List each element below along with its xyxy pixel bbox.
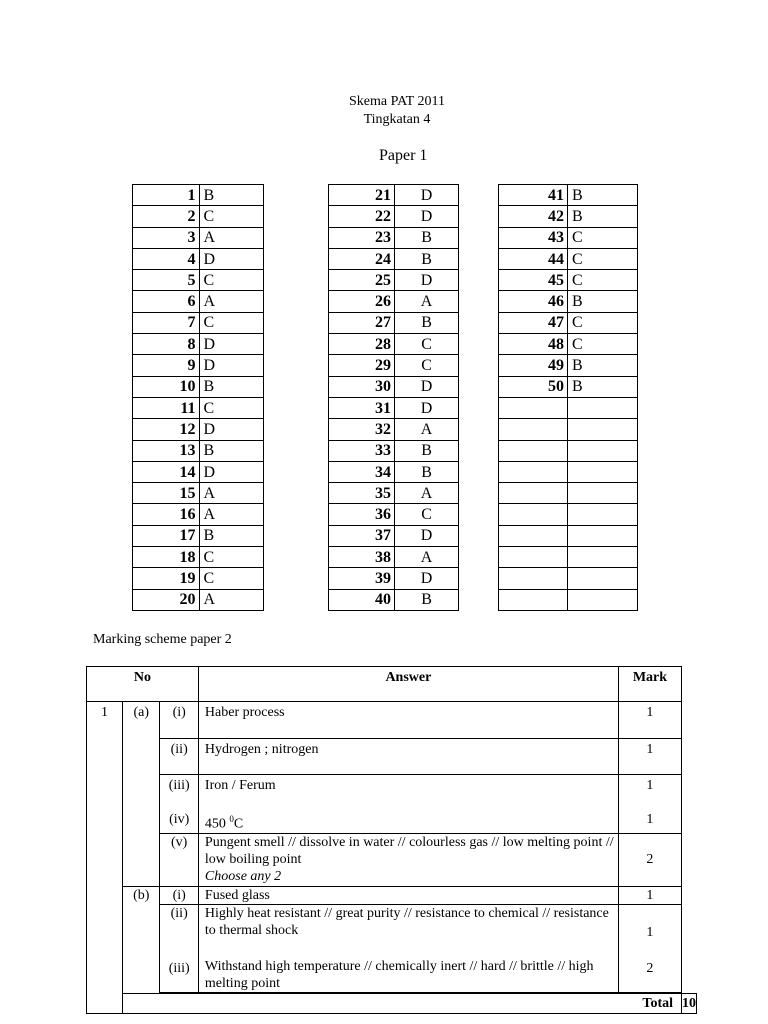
answer-row xyxy=(499,483,638,504)
answer-letter-cell: B xyxy=(199,185,264,206)
table-row xyxy=(87,739,697,775)
answer-row xyxy=(329,547,459,568)
answer-letter-cell: C xyxy=(567,334,637,355)
question-number-cell: 25 xyxy=(329,270,395,291)
answer-letter-cell: D xyxy=(199,355,264,376)
question-number-cell: 22 xyxy=(329,206,395,227)
answer-cell xyxy=(198,904,618,992)
question-number-cell: 50 xyxy=(499,376,568,397)
answer-row xyxy=(499,589,638,610)
sub-label-iii: (iii) xyxy=(168,778,190,793)
question-number-cell xyxy=(499,547,568,568)
question-number-cell: 32 xyxy=(329,419,395,440)
answer-letter-cell: D xyxy=(199,248,264,269)
answer-letter-cell: C xyxy=(567,227,637,248)
answer-letter-cell: C xyxy=(199,312,264,333)
answer-row xyxy=(499,248,638,269)
answer-row xyxy=(329,525,459,546)
answer-letter-cell: B xyxy=(567,185,637,206)
question-number-cell: 19 xyxy=(133,568,200,589)
answer-letter-cell xyxy=(567,525,637,546)
question-number-cell: 30 xyxy=(329,376,395,397)
answer-letter-cell: A xyxy=(395,483,459,504)
answer-letter-cell: B xyxy=(395,589,459,610)
question-number-cell: 1 xyxy=(133,185,200,206)
answer-table-21-40 xyxy=(328,184,459,611)
answer-cell: Haber process xyxy=(198,702,618,739)
answer-letter-cell: B xyxy=(199,376,264,397)
question-number-cell: 14 xyxy=(133,461,200,482)
answer-letter-cell: C xyxy=(199,206,264,227)
question-number-cell: 12 xyxy=(133,419,200,440)
question-number-cell: 24 xyxy=(329,248,395,269)
answer-row xyxy=(133,525,264,546)
question-number-cell: 35 xyxy=(329,483,395,504)
answer-letter-cell: B xyxy=(199,525,264,546)
question-number-cell: 27 xyxy=(329,312,395,333)
answer-letter-cell xyxy=(567,483,637,504)
question-number-cell: 18 xyxy=(133,547,200,568)
question-number-cell: 47 xyxy=(499,312,568,333)
answer-letter-cell: A xyxy=(199,291,264,312)
answer-letter-cell xyxy=(567,568,637,589)
answer-letter-cell: A xyxy=(199,504,264,525)
answer-row xyxy=(329,504,459,525)
total-row xyxy=(87,993,697,1013)
question-number-cell: 44 xyxy=(499,248,568,269)
answer-letter-cell: B xyxy=(395,248,459,269)
answer-letter-cell: B xyxy=(395,312,459,333)
answer-letter-cell: D xyxy=(395,270,459,291)
answer-letter-cell: C xyxy=(199,568,264,589)
question-number-cell: 11 xyxy=(133,397,200,418)
question-number-cell: 2 xyxy=(133,206,200,227)
sub-label: (i) xyxy=(160,702,198,739)
answer-row xyxy=(329,185,459,206)
question-number-cell: 37 xyxy=(329,525,395,546)
answer-letter-cell: C xyxy=(199,270,264,291)
question-number-cell: 23 xyxy=(329,227,395,248)
answer-row xyxy=(499,291,638,312)
question-number-cell: 28 xyxy=(329,334,395,355)
answer-letter-cell: D xyxy=(199,334,264,355)
answer-letter-cell: C xyxy=(395,334,459,355)
answer-letter-cell: D xyxy=(395,206,459,227)
question-number-cell xyxy=(499,397,568,418)
answer-row xyxy=(329,334,459,355)
answer-letter-cell: A xyxy=(199,483,264,504)
mark-b-iii: 2 xyxy=(646,960,654,976)
answer-iv-unit: C xyxy=(233,816,244,832)
table-row xyxy=(87,904,697,992)
answer-row xyxy=(499,440,638,461)
answer-row xyxy=(329,419,459,440)
mark-cell xyxy=(618,775,681,834)
question-number-cell: 29 xyxy=(329,355,395,376)
question-number-cell: 26 xyxy=(329,291,395,312)
answer-letter-cell: C xyxy=(567,270,637,291)
question-number-cell: 3 xyxy=(133,227,200,248)
answer-v: Pungent smell // dissolve in water // colourless gas // low melting point // low boiling point xyxy=(204,834,614,867)
question-number-cell: 15 xyxy=(133,483,200,504)
answer-row xyxy=(133,227,264,248)
header-no: No xyxy=(87,667,199,702)
answer-row xyxy=(499,355,638,376)
question-number-cell: 49 xyxy=(499,355,568,376)
table-row xyxy=(87,886,697,904)
answer-letter-cell xyxy=(567,547,637,568)
sub-label-iv: (iv) xyxy=(169,812,190,827)
answer-row xyxy=(133,248,264,269)
answer-row xyxy=(133,461,264,482)
sub-label-b-iii: (iii) xyxy=(168,960,190,976)
answer-row xyxy=(499,206,638,227)
document-form: Tingkatan 4 xyxy=(363,112,431,127)
answer-table-41-50 xyxy=(498,184,638,611)
answer-letter-cell: C xyxy=(199,397,264,418)
answer-letter-cell: B xyxy=(199,440,264,461)
answer-row xyxy=(329,440,459,461)
question-number-cell: 33 xyxy=(329,440,395,461)
question-number-cell: 38 xyxy=(329,547,395,568)
answer-row xyxy=(499,334,638,355)
answer-row xyxy=(133,185,264,206)
answer-row xyxy=(329,291,459,312)
answer-row xyxy=(329,227,459,248)
question-number-cell xyxy=(499,568,568,589)
answer-row xyxy=(133,334,264,355)
answer-letter-cell: A xyxy=(199,589,264,610)
part-a-label: (a) xyxy=(123,702,160,887)
mark-cell: 1 xyxy=(618,886,681,904)
answer-row xyxy=(133,440,264,461)
answer-letter-cell: C xyxy=(395,504,459,525)
table-row xyxy=(87,833,697,886)
question-number-cell: 4 xyxy=(133,248,200,269)
document-title: Skema PAT 2011 xyxy=(349,94,445,109)
mark-cell: 2 xyxy=(618,833,681,886)
answer-row xyxy=(133,589,264,610)
answer-letter-cell: D xyxy=(395,376,459,397)
answer-cell xyxy=(198,833,618,886)
table-row xyxy=(87,702,697,739)
answer-row xyxy=(329,355,459,376)
answer-row xyxy=(329,248,459,269)
answer-letter-cell: C xyxy=(567,312,637,333)
mark-cell: 1 xyxy=(618,739,681,775)
answer-iv-value: 450 xyxy=(204,816,230,832)
answer-row xyxy=(133,312,264,333)
marking-scheme-label: Marking scheme paper 2 xyxy=(93,632,232,647)
answer-cell: Hydrogen ; nitrogen xyxy=(198,739,618,775)
answer-row xyxy=(499,525,638,546)
question-number-cell: 21 xyxy=(329,185,395,206)
answer-row xyxy=(133,270,264,291)
question-number-cell: 6 xyxy=(133,291,200,312)
answer-row xyxy=(133,419,264,440)
answer-letter-cell: C xyxy=(199,547,264,568)
answer-letter-cell: A xyxy=(395,547,459,568)
answer-cell xyxy=(198,775,618,834)
question-number-cell xyxy=(499,504,568,525)
answer-row xyxy=(499,461,638,482)
answer-row xyxy=(329,312,459,333)
header-mark: Mark xyxy=(618,667,681,702)
scheme-header-row xyxy=(87,667,697,702)
answer-v-note: Choose any 2 xyxy=(204,868,282,884)
answer-letter-cell: D xyxy=(199,419,264,440)
question-number-cell: 43 xyxy=(499,227,568,248)
sub-label: (i) xyxy=(160,886,198,904)
answer-row xyxy=(133,397,264,418)
answer-row xyxy=(499,376,638,397)
sub-label: (v) xyxy=(160,833,198,886)
answer-letter-cell: D xyxy=(395,568,459,589)
question-number: 1 xyxy=(87,702,123,1014)
answer-letter-cell: D xyxy=(395,397,459,418)
answer-row xyxy=(329,270,459,291)
answer-letter-cell: D xyxy=(199,461,264,482)
answer-letter-cell xyxy=(567,440,637,461)
answer-row xyxy=(329,206,459,227)
answer-row xyxy=(499,504,638,525)
part-b-label: (b) xyxy=(123,886,160,993)
question-number-cell: 48 xyxy=(499,334,568,355)
total-value: 10 xyxy=(682,993,697,1013)
question-number-cell: 16 xyxy=(133,504,200,525)
answer-letter-cell xyxy=(567,461,637,482)
question-number-cell: 20 xyxy=(133,589,200,610)
answer-row xyxy=(499,185,638,206)
question-number-cell: 36 xyxy=(329,504,395,525)
question-number-cell: 9 xyxy=(133,355,200,376)
mark-cell: 1 xyxy=(618,702,681,739)
answer-table-1-20 xyxy=(132,184,264,611)
answer-row xyxy=(133,206,264,227)
answer-letter-cell xyxy=(567,397,637,418)
answer-row xyxy=(133,483,264,504)
question-number-cell xyxy=(499,589,568,610)
sub-label-b-ii: (ii) xyxy=(170,905,188,921)
question-number-cell: 31 xyxy=(329,397,395,418)
answer-row xyxy=(133,376,264,397)
answer-letter-cell: C xyxy=(567,248,637,269)
question-number-cell xyxy=(499,419,568,440)
mark-b-ii: 1 xyxy=(646,924,654,940)
question-number-cell: 8 xyxy=(133,334,200,355)
mark-iii: 1 xyxy=(646,778,654,793)
question-number-cell: 46 xyxy=(499,291,568,312)
answer-b-ii: Highly heat resistant // great purity // resistance to chemical // resistance to thermal shock xyxy=(204,905,609,938)
answer-row xyxy=(499,397,638,418)
answer-letter-cell: A xyxy=(395,419,459,440)
sub-label: (ii) xyxy=(160,739,198,775)
answer-iv-degree: 0 xyxy=(229,814,234,824)
answer-letter-cell: B xyxy=(395,461,459,482)
answer-row xyxy=(329,483,459,504)
question-number-cell: 41 xyxy=(499,185,568,206)
answer-letter-cell: B xyxy=(567,206,637,227)
answer-letter-cell: B xyxy=(395,440,459,461)
answer-letter-cell: B xyxy=(395,227,459,248)
answer-letter-cell: D xyxy=(395,185,459,206)
paper-heading: Paper 1 xyxy=(379,147,428,164)
answer-letter-cell: B xyxy=(567,355,637,376)
answer-row xyxy=(499,419,638,440)
answer-row xyxy=(329,568,459,589)
question-number-cell: 42 xyxy=(499,206,568,227)
mark-cell xyxy=(618,904,681,992)
answer-letter-cell xyxy=(567,504,637,525)
question-number-cell xyxy=(499,525,568,546)
answer-row xyxy=(499,547,638,568)
answer-row xyxy=(133,568,264,589)
question-number-cell xyxy=(499,440,568,461)
answer-letter-cell xyxy=(567,589,637,610)
question-number-cell: 5 xyxy=(133,270,200,291)
answer-row xyxy=(329,397,459,418)
answer-row xyxy=(133,504,264,525)
answer-b-iii: Withstand high temperature // chemically inert // hard // brittle // high melting point xyxy=(204,958,594,991)
question-number-cell: 34 xyxy=(329,461,395,482)
sub-label xyxy=(160,904,198,992)
answer-row xyxy=(499,568,638,589)
answer-row xyxy=(329,589,459,610)
table-row xyxy=(87,775,697,834)
answer-cell: Fused glass xyxy=(198,886,618,904)
question-number-cell xyxy=(499,461,568,482)
question-number-cell: 10 xyxy=(133,376,200,397)
question-number-cell: 45 xyxy=(499,270,568,291)
mark-iv: 1 xyxy=(646,812,654,827)
question-number-cell: 17 xyxy=(133,525,200,546)
question-number-cell: 39 xyxy=(329,568,395,589)
answer-iv xyxy=(205,811,618,833)
total-label: Total xyxy=(123,993,682,1013)
question-number-cell: 7 xyxy=(133,312,200,333)
question-number-cell: 13 xyxy=(133,440,200,461)
question-number-cell xyxy=(499,483,568,504)
marking-scheme-table xyxy=(86,666,697,1014)
answer-letter-cell: A xyxy=(395,291,459,312)
answer-row xyxy=(499,270,638,291)
answer-letter-cell: C xyxy=(395,355,459,376)
answer-letter-cell: B xyxy=(567,291,637,312)
answer-row xyxy=(133,291,264,312)
header-answer: Answer xyxy=(198,667,618,702)
answer-letter-cell: D xyxy=(395,525,459,546)
answer-iii: Iron / Ferum xyxy=(204,778,276,793)
answer-row xyxy=(133,355,264,376)
answer-letter-cell: B xyxy=(567,376,637,397)
question-number-cell: 40 xyxy=(329,589,395,610)
answer-row xyxy=(329,376,459,397)
answer-letter-cell: A xyxy=(199,227,264,248)
answer-row xyxy=(133,547,264,568)
sub-label xyxy=(160,775,198,834)
answer-letter-cell xyxy=(567,419,637,440)
answer-row xyxy=(499,227,638,248)
answer-row xyxy=(499,312,638,333)
answer-row xyxy=(329,461,459,482)
